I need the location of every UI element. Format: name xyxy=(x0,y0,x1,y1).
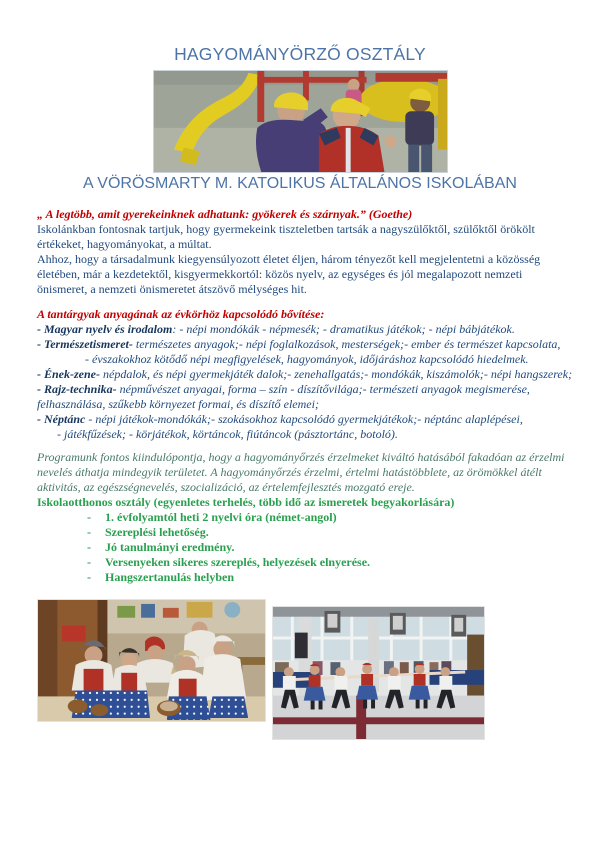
folk-costume-photo-illustration xyxy=(38,600,265,721)
list-item xyxy=(37,525,574,540)
playground-photo-illustration xyxy=(154,71,447,172)
subject-item-jatekfuzesek xyxy=(37,427,574,442)
subjects-list xyxy=(37,322,574,442)
subject-item-evszakok xyxy=(37,352,574,367)
program-paragraph: Programunk fontos kiindulópontja, hogy a hagyományőrzés érzelmeket kiváltó hatásából fakadóan az érzelmi nevelés áthatja mindegyik területet. A hagyományőrzés érzelmi, értelmi hatástöbblete, az örömökkel átélt aktivitás, az egészségnevelés, szocializáció, az értelemfejlesztés mozgató ereje. xyxy=(37,450,565,494)
list-item xyxy=(37,510,574,525)
dash-bullet: - xyxy=(87,540,91,554)
subject-text: - játékfűzések; - körjátékok, körtáncok, fiútáncok (pásztortánc, botoló). xyxy=(57,427,398,441)
intro-section xyxy=(37,222,574,297)
list-item xyxy=(37,570,574,585)
subject-lead: - Természetismeret- xyxy=(37,337,133,351)
offer-item-text: Hangszertanulás helyben xyxy=(105,570,235,584)
folk-costume-photo xyxy=(37,599,266,722)
document-body xyxy=(0,207,600,585)
subject-lead: - Rajz-technika- xyxy=(37,382,117,396)
offer-heading: Iskolaotthonos osztály (egyenletes terhelés, több idő az ismeretek begyakorlására) xyxy=(37,495,455,509)
offer-item-text: 1. évfolyamtól heti 2 nyelvi óra (német-angol) xyxy=(105,510,337,524)
subject-text: természetes anyagok;- népi foglalkozások, mesterségek;- ember és természet kapcsolata, xyxy=(132,337,561,351)
intro-paragraph-2: Ahhoz, hogy a társadalmunk kiegyensúlyozott életet éljen, három tényezőt kell megjelentetni a közösség életében, már a kezdetektől, kisgyermekkortól: közös nyelv, az egységes és jól megalapozott nemzeti önismeret, a nemzeti önismeretet átszövő mélységes hit. xyxy=(37,252,541,296)
subject-text: - népi játékok-mondókák;- szokásokhoz kapcsolódó gyermekjátékok;- néptánc alaplépései, xyxy=(85,412,523,426)
subject-text: - évszakokhoz kötődő népi megfigyelések, hagyományok, időjáráshoz kapcsolódó hiedelmek. xyxy=(85,352,529,366)
playground-photo xyxy=(153,70,448,173)
subject-lead: - Ének-zene- xyxy=(37,367,100,381)
offer-item-text: Jó tanulmányi eredmény. xyxy=(105,540,235,554)
list-item xyxy=(37,540,574,555)
folk-dance-photo xyxy=(272,606,485,740)
school-name-title: A VÖRÖSMARTY M. KATOLIKUS ÁLTALÁNOS ISKOLÁBAN xyxy=(83,175,517,192)
subject-item-rajz-technika xyxy=(37,382,574,412)
offer-list xyxy=(37,510,574,585)
subject-item-termeszetismeret xyxy=(37,337,574,352)
goethe-quote: „ A legtöbb, amit gyerekeinknek adhatunk: gyökerek és szárnyak.” (Goethe) xyxy=(37,207,413,221)
subject-lead: - Magyar nyelv és irodalom xyxy=(37,322,173,336)
list-item xyxy=(37,555,574,570)
offer-item-text: Versenyeken sikeres szereplés, helyezések elnyerése. xyxy=(105,555,371,569)
folk-dance-photo-illustration xyxy=(273,607,484,739)
bottom-photos-row xyxy=(0,599,600,769)
subject-text: népművészet anyagai, forma – szín - díszítővilága;- természeti anyagok megismerése, felhasználása, szűkebb környezet formai, és díszítő elemei; xyxy=(37,382,530,411)
dash-bullet: - xyxy=(87,555,91,569)
subject-item-neptanc xyxy=(37,412,574,427)
offer-item-text: Szereplési lehetőség. xyxy=(105,525,209,539)
subject-lead: - Néptánc xyxy=(37,412,86,426)
dash-bullet: - xyxy=(87,510,91,524)
subject-text: népdalok, és népi gyermekjáték dalok;- zenehallgatás;- mondókák, kiszámolók;- népi hangszerek; xyxy=(100,367,573,381)
subject-item-enek-zene xyxy=(37,367,574,382)
dash-bullet: - xyxy=(87,525,91,539)
subject-text: : - népi mondókák - népmesék; - dramatikus játékok; - népi bábjátékok. xyxy=(172,322,515,336)
dash-bullet: - xyxy=(87,570,91,584)
subjects-heading: A tantárgyak anyagának az évkörhöz kapcsolódó bővítése: xyxy=(37,307,325,321)
intro-paragraph-1: Iskolánkban fontosnak tartjuk, hogy gyermekeink tiszteletben tartsák a nagyszülőktől, szülőktől örökölt értékeket, hagyományokat, a múltat. xyxy=(37,222,535,251)
page-title: HAGYOMÁNYÖRZŐ OSZTÁLY xyxy=(174,44,426,64)
subject-item-magyar xyxy=(37,322,574,337)
